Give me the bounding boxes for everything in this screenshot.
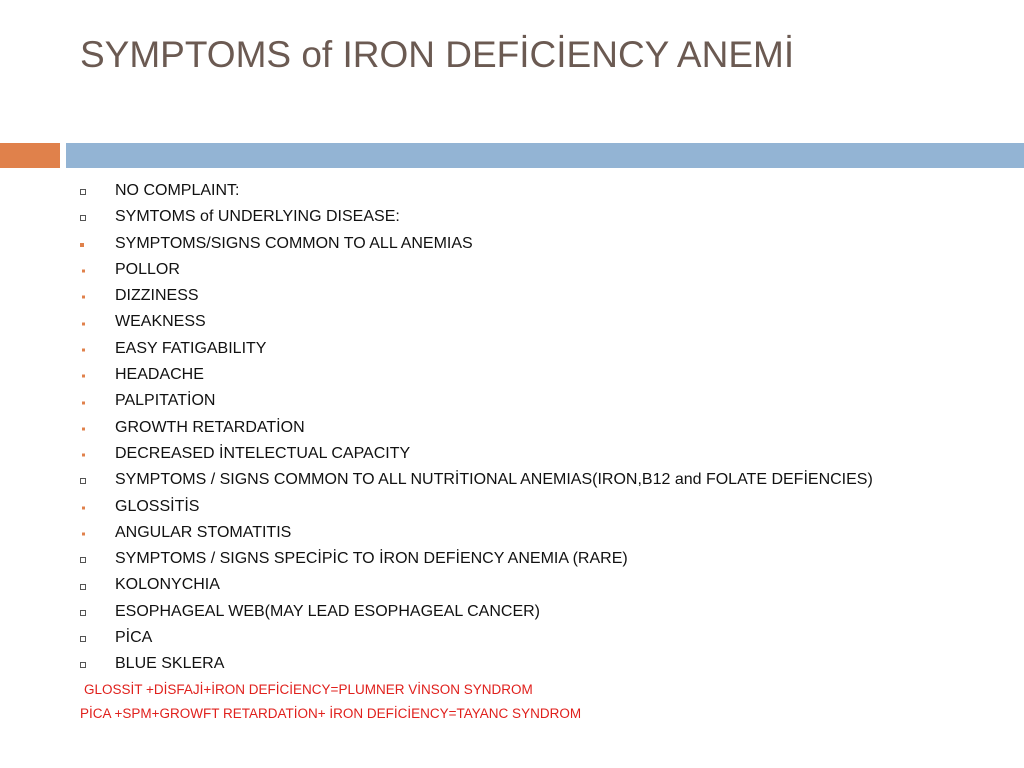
small-square-icon [82,296,85,299]
list-item-text: BLUE SKLERA [115,655,225,673]
small-square-icon [82,270,85,273]
list-item [0,231,1024,257]
list-item-text: HEADACHE [115,366,204,384]
list-item [0,599,1024,625]
list-item-text: PALPITATİON [115,392,216,410]
list-item-text: KOLONYCHIA [115,576,220,594]
small-square-icon [82,454,85,457]
list-item-text: ESOPHAGEAL WEB(MAY LEAD ESOPHAGEAL CANCER) [115,602,540,620]
list-item-text: POLLOR [115,260,180,278]
slide-title: SYMPTOMS of IRON DEFİCİENCY ANEMİ [80,34,795,75]
list-item [0,441,1024,467]
small-square-icon [82,375,85,378]
hollow-square-icon [80,215,86,221]
accent-bar-blue [66,143,1024,168]
list-item [0,362,1024,388]
list-item-text: GROWTH RETARDATİON [115,418,305,436]
tayanc-syndrome-note: PİCA +SPM+GROWFT RETARDATİON+ İRON DEFİCİENCY=TAYANC SYNDROM [80,706,582,721]
list-item [0,178,1024,204]
list-item-text: DIZZINESS [115,287,199,305]
hollow-square-icon [80,478,86,484]
list-item-text: SYMPTOMS/SIGNS COMMON TO ALL ANEMIAS [115,234,473,252]
list-item [0,572,1024,598]
list-item-text: PİCA [115,629,153,647]
small-square-icon [82,506,85,509]
hollow-square-icon [80,189,86,195]
list-item-text: ANGULAR STOMATITIS [115,523,292,541]
hollow-square-icon [80,557,86,563]
small-square-icon [82,348,85,351]
list-item [0,546,1024,572]
hollow-square-icon [80,662,86,668]
list-item-text: SYMPTOMS / SIGNS COMMON TO ALL NUTRİTIONAL ANEMIAS(IRON,B12 and FOLATE DEFİENCIES) [115,471,873,489]
small-square-icon [82,533,85,536]
list-item [0,204,1024,230]
list-item [0,336,1024,362]
list-item-text: SYMTOMS of UNDERLYING DISEASE: [115,208,400,226]
list-item-text: GLOSSİTİS [115,497,200,515]
list-item-text: DECREASED İNTELECTUAL CAPACITY [115,444,411,462]
hollow-square-icon [80,636,86,642]
list-item [0,283,1024,309]
list-item-text: EASY FATIGABILITY [115,339,267,357]
list-item [0,520,1024,546]
list-item [0,467,1024,493]
small-square-icon [82,401,85,404]
hollow-square-icon [80,610,86,616]
list-item-text: SYMPTOMS / SIGNS SPECİPİC TO İRON DEFİENCY ANEMIA (RARE) [115,550,628,568]
list-item [0,651,1024,677]
list-item [0,388,1024,414]
list-item-text: WEAKNESS [115,313,206,331]
small-square-icon [82,322,85,325]
list-item [0,415,1024,441]
symptom-list [0,178,1024,678]
list-item [0,257,1024,283]
list-item [0,625,1024,651]
list-item [0,309,1024,335]
accent-bar-orange [0,143,60,168]
solid-square-icon [80,243,84,247]
small-square-icon [82,427,85,430]
plummer-vinson-note: GLOSSİT +DİSFAJİ+İRON DEFİCİENCY=PLUMNER VİNSON SYNDROM [84,682,533,697]
list-item [0,494,1024,520]
list-item-text: NO COMPLAINT: [115,182,240,199]
hollow-square-icon [80,584,86,590]
